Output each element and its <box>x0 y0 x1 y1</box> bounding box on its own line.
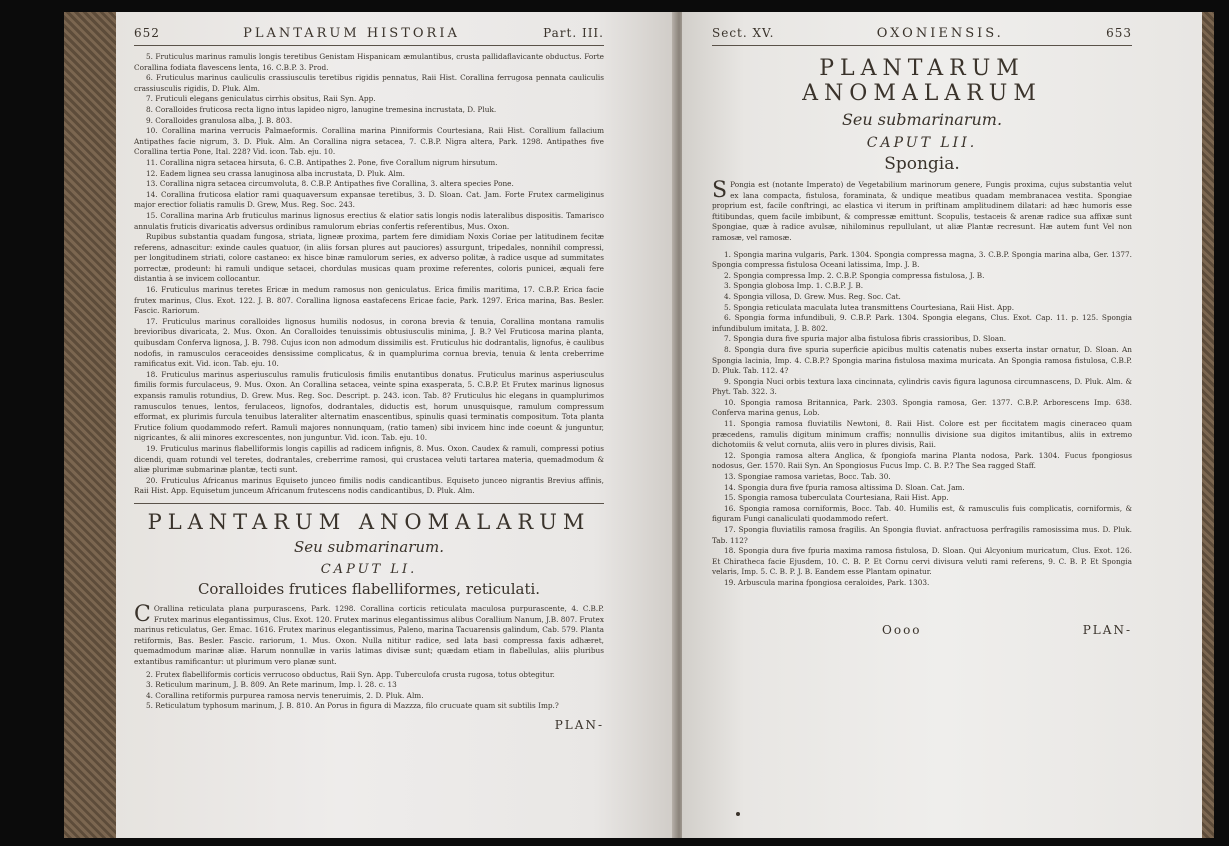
entry: 20. Fruticulus Africanus marinus Equiseto junceo fimilis nodis candicantibus. Equiseto junceo nigrantis Brevius affinis, Raii Hist. App. Equisetum junceum Africanum frutescens nodis candicantibus, D. Pluk. Alm. <box>134 475 604 496</box>
entry: 5. Reticulatum typhosum marinum, J. B. 810. An Porus in figura di Mazzza, filo crucuate quam sit subtilis Imp.? <box>146 701 559 711</box>
right-page-number: 653 <box>1106 26 1132 40</box>
entry: 16. Spongia ramosa corniformis, Bocc. Tab. 40. Humilis est, & ramusculis fuis complicatis, corniformis, & figuram Fungi canaliculati quodammodo refert. <box>712 503 1132 524</box>
entry: 6. Fruticulus marinus cauliculis crassiusculis teretibus rigidis pennatus, Raii Hist. Corallina ferrugosa pennata cauliculis crassiusculis rigidis, D. Pluk. Alm. <box>134 73 604 93</box>
entry: 13. Corallina nigra setacea circumvoluta, 8. C.B.P. Antipathes five Corallina, 3. altera species Pone. <box>146 179 514 189</box>
entry: 14. Corallina fruticosa elatior rami quaquaversum expansae teretibus, 3. D. Sloan. Cat. Jam. Forte Frutex carmeliginus major erectior foliatis ramulis D. Grew, Mus. Reg. Soc. 243. <box>134 189 604 210</box>
left-section-heading: PLANTARUM ANOMALARUM <box>147 509 591 534</box>
left-bottom-entries <box>134 670 604 712</box>
right-header-rule <box>712 45 1132 46</box>
entry: 16. Fruticulus marinus teretes Ericæ in medum ramosus non geniculatus. Erica fimilis maritima, 17. C.B.P. Erica facie frutex marinus, Clus. Exot. 122. J. B. 807. Corallina lignosa eastafecens Ericae facie, Park. 1297. Erica marina, Bas. Besler. Fascic. Rariorum. <box>134 285 604 316</box>
page-speck <box>736 812 740 816</box>
right-running-head <box>712 26 1132 41</box>
left-page-part: Part. III. <box>543 26 604 40</box>
open-book <box>64 12 1214 838</box>
dropcap: S <box>712 178 728 203</box>
entry: 2. Frutex flabelliformis corticis verrucoso obductus, Raii Syn. App. Tuberculofa crusta rugosa, totus obtegitur. <box>146 669 555 679</box>
entry: Rupibus substantia quadam fungosa, striata, ligneæ proxima, partem fere dimidiam Noxis Coriae per latitudinem fecitæ referens, adnascitur: exinde caules quatuor, (in aliis forsan plures aut pauciores) assurgunt, tripedales, nonnihil compressi, per longitudinem striati, colore castaneo: ex hisce binæ ramulorum series, ex adverso politæ, à radice usque ad summitates porrectæ, prodeunt: hi ramuli undique setacei, chordulas musicas quam proxime referentes, coloris punicei, æquali fere distantia à se invicem collocantur. <box>134 232 604 284</box>
right-chapter-title: Spongia. <box>884 154 960 174</box>
signature-mark: Oooo <box>882 622 922 637</box>
entry: 15. Spongia ramosa tuberculata Courtesiana, Raii Hist. App. <box>724 493 949 503</box>
left-section-subheading: Seu submarinarum. <box>293 537 445 556</box>
entry: 18. Spongia dura five fpuria maxima ramosa fistulosa, D. Sloan. Qui Alcyonium muricatum, Clus. Exot. 126. Et Chiratheca facie Ejusdem, 10. C. B. P. Et Cornu cervi divisura veluti rami referens, 9. C. B. P. Et Spongia velaris, Imp. 5. C. B. P. J. B. Eandem esse Plantam opinatur. <box>712 546 1132 577</box>
left-page <box>116 12 678 838</box>
left-running-head <box>134 26 604 41</box>
entry: 1. Spongia marina vulgaris, Park. 1304. Spongia compressa magna, 3. C.B.P. Spongia marina alba, Ger. 1377. Spongia compressa fistulosa Oceani latissima, Imp. J. B. <box>712 249 1132 270</box>
left-header-rule <box>134 45 604 46</box>
dropcap: C <box>134 601 151 627</box>
entry: 7. Spongia dura five spuria major alba fistulosa fibris crassioribus, D. Sloan. <box>724 334 1007 344</box>
entry: 11. Spongia ramosa fluviatilis Newtoni, 8. Raii Hist. Colore est per ficcitatem magis cineraceo quam præcedens, ramulis digitum minimum craffis; nonnullis divisione sua digitos imitantibus, aliis in extremo dichotomiis & velut cornuta, aliis vero in plures divisis, Raii. <box>712 419 1132 450</box>
entry: 17. Fruticulus marinus coralloides lignosus humilis nodosus, in corona brevia & tenuia, Corallina montana ramulis brevioribus divaricata, 2. Mus. Oxon. An Coralloides tenuissimis obtusiusculis minima, J. B.? Vel Fruticosa marina planta, quibusdam Conferva lignosa, J. B. 798. Cujus icon non admodum dissimilis est. Fruticulus hic dodrantalis, lignofus, è caulibus nodofis, in ramusculos ceraceoides densissime complicatus, & in quamplurima cornua brevia, tenuia & lenta creberrime ramificatus exit. Vid. icon. Tab. eju. 10. <box>134 316 604 369</box>
right-section-heading: PLANTARUM ANOMALARUM <box>802 56 1042 106</box>
entry: 14. Spongia dura five fpuria ramosa altissima D. Sloan. Cat. Jam. <box>724 482 965 492</box>
right-page-section: Sect. XV. <box>712 26 775 40</box>
entry: 13. Spongiae ramosa varietas, Bocc. Tab. 30. <box>724 472 891 482</box>
entry: 17. Spongia fluviatilis ramosa fragilis. An Spongia fluviat. anfractuosa perfragilis ramosissima mus. D. Pluk. Tab. 112? <box>712 525 1132 545</box>
right-catchword: PLAN- <box>1082 622 1132 637</box>
right-section-subheading: Seu submarinarum. <box>841 110 1003 129</box>
left-page-content <box>134 26 604 732</box>
entry: 10. Spongia ramosa Britannica, Park. 2303. Spongia ramosa, Ger. 1377. C.B.P. Arborescens Imp. 638. Conferva marina genus, Lob. <box>712 397 1132 418</box>
paragraph-text: Orallina reticulata plana purpurascens, Park. 1298. Corallina corticis reticulata maculosa purpurascente, 4. C.B.P. Frutex marinus elegantissimus, Clus. Exot. 120. Frutex marinus elegantissimus alibus Corallium Nanum, J.B. 807. Frutex marinus reticulatus, Ger. Emac. 1616. Frutex marinus elegantissimus, Paleno, marina Tacuarensis galindum, Cab. 579. Planta retiformis, Bas. Besler. Fascic. rariorum, 1. Mus. Oxon. Nulla nititur radice, sed lata basi compressa faxis adhæret, quemadmodum marinæ aliæ. Harum nonnullæ in variis latimas divisæ sunt; quædam etiam in flabellulas, aliis pluribus extantibus ramificantur: ut plurimum vero planæ sunt. <box>134 603 604 666</box>
entry: 3. Spongia globosa Imp. 1. C.B.P. J. B. <box>724 281 864 291</box>
left-chapter-title: Coralloides frutices flabelliformes, reticulati. <box>197 579 541 598</box>
right-cover-edge <box>1202 12 1214 838</box>
left-section-rule <box>134 503 604 504</box>
entry: 6. Spongia forma infundibuli, 9. C.B.P. Park. 1304. Spongia elegans, Clus. Exot. Cap. 11. p. 125. Spongia infundibulum imitata, J. B. 802. <box>712 313 1132 333</box>
entry: 12. Eadem lignea seu crassa lanuginosa alba incrustata, D. Pluk. Alm. <box>146 168 405 178</box>
right-catchword-row <box>712 623 1132 637</box>
right-page-content <box>712 26 1132 637</box>
entry: 10. Corallina marina verrucis Palmaeformis. Corallina marina Pinniformis Courtesiana, Raii Hist. Corallium fallacium Antipathes facie nigrum, 3. D. Pluk. Alm. An Corallina nigra setacea, 7. C.B.P. Nigra altera, Park. 1298. Antipathes five Corallina tertia Pone, Ital. 228? Vid. icon. Tab. eju. 10. <box>134 126 604 157</box>
entry: 5. Fruticulus marinus ramulis longis teretibus Genistam Hispanicam æmulantibus, crusta pallidaflavicante obductus. Forte Corallina fodiata flavescens lenta, 16. C.B.P. 3. Prod. <box>134 52 604 72</box>
entry: 11. Corallina nigra setacea hirsuta, 6. C.B. Antipathes 2. Pone, five Corallum nigrum hirsutum. <box>146 157 498 167</box>
left-cover-edge <box>64 12 116 838</box>
entry: 4. Corallina retiformis purpurea ramosa nervis teneruimis, 2. D. Pluk. Alm. <box>146 690 424 700</box>
right-caput: CAPUT LII. <box>866 135 978 151</box>
left-catchword-row <box>134 718 604 732</box>
entry: 19. Fruticulus marinus flabelliformis longis capillis ad radicem infignis, 8. Mus. Oxon. Caudex & ramuli, compressi potius dicendi, quam rotundi vel teretes, dodrantales, creberrime ramosi, qui crustacea veluti tartarea materia, quemadmodum & aliæ plurimæ submarinæ plantæ, tecti sunt. <box>134 443 604 475</box>
entry: 8. Spongia dura five spuria superficie apicibus multis catenatis nubes exserta instar ornatur, D. Sloan. An Spongia lacinia, Imp. 4. C.B.P.? Spongia marina fistulosa maxima muricata. An Spongia ramosa fistulosa, C.B.P. D. Pluk. Tab. 112. 4? <box>712 344 1132 376</box>
left-first-paragraph <box>134 601 604 668</box>
entry: 15. Corallina marina Arb fruticulus marinus lignosus erectius & elatior satis longis nodis lateralibus dispositis. Tamarisco annulatis fruticis divaricatis adversus ordinibus ramulorum ebrias confertis referentibus, Mus. Oxon. <box>134 210 604 231</box>
right-page-title: OXONIENSIS. <box>876 26 1004 41</box>
entry: 7. Fruticuli elegans geniculatus cirrhis obsitus, Raii Syn. App. <box>146 94 376 104</box>
entry: 18. Fruticulus marinus asperiusculus ramulis fruticulosis fimilis enutantibus donatus. Fruticulus marinus asperiusculus fimilis formis furculaceus, 9. Mus. Oxon. An Corallina setacea, veinte spina exasperata, 5. C.B.P. Et Frutex marinus lignosus expansis ramulis rotundius, D. Grew. Mus. Reg. Soc. Descript. p. 243. icon. Tab. 8? Fruticulus hic elegans in quamplurimos ramusculos tenues, lentos, ferulaceos, lignofos, dodrantales, diductis est, horum unusquisque, ramulum compressum efformat, ex plurimis furcula tenuibus lateraliter alternatim enascentibus, spinulis quasi terminatis compositum. Tota planta Frutice folium quodammodo refert. Ramuli majores nonnunquam, (ratio tamen) sibi invicem hinc inde coeunt & junguntur, nigricantes, & alii minores excrescentes, non junguntur. Vid. icon. Tab. eju. 10. <box>134 369 604 443</box>
entry: 3. Reticulum marinum, J. B. 809. An Rete marinum, Imp. l. 28. c. 13 <box>146 680 397 690</box>
left-page-number: 652 <box>134 26 160 40</box>
entry: 9. Spongia Nuci orbis textura laxa cincinnata, cylindris cavis figura lagunosa circumnascens, D. Pluk. Alm. & Phyt. Tab. 322. 3. <box>712 376 1132 397</box>
right-first-paragraph <box>712 180 1132 244</box>
right-entries <box>712 250 1132 589</box>
entry: 4. Spongia villosa, D. Grew. Mus. Reg. Soc. Cat. <box>724 291 901 301</box>
left-top-entries <box>134 52 604 497</box>
left-catchword: PLAN- <box>554 717 604 732</box>
right-page <box>682 12 1202 838</box>
left-caput: CAPUT LI. <box>320 561 418 577</box>
entry: 8. Coralloides fruticosa recta ligno intus lapideo nigro, lanugine tremesina incrustata, D. Pluk. <box>146 104 497 114</box>
entry: 5. Spongia reticulata maculata lutea transmittens Courtesiana, Raii Hist. App. <box>724 302 1015 312</box>
entry: 2. Spongia compressa Imp. 2. C.B.P. Spongia compressa fistulosa, J. B. <box>724 270 985 280</box>
entry: 12. Spongia ramosa altera Anglica, & fpongiofa marina Planta nodosa, Park. 1304. Fucus fpongiosus nodosus, Ger. 1570. Raii Syn. An Spongiosus Fucus Imp. C. B. P.? The Sea ragged Staff. <box>712 450 1132 471</box>
left-page-title: PLANTARUM HISTORIA <box>243 26 460 41</box>
paragraph-text: Pongia est (notante Imperato) de Vegetabilium marinorum genere, Fungis proxima, cujus substantia velut ex lana compacta, fistulosa, foraminata, & undique meatibus quadam membranacea vestita. Spongiae proprium est, facile conftringi, ac elastica vi iterum in priftinam amplitudinem dilatari: ad hæc humoris esse ftitibundas, quem facile imbibunt, & compressæ emittunt. Scopulis, testaceis & arenæ radice sua affixæ sunt Spongiae, quæ à radice avulsæ, nihilominus repullulant, ut aliæ Plantæ recresunt. Hæ autem funt Vel non ramosæ, vel ramosæ. <box>712 180 1132 242</box>
entry: 19. Arbuscula marina fpongiosa ceraloides, Park. 1303. <box>724 577 930 587</box>
entry: 9. Coralloides granulosa alba, J. B. 803. <box>146 115 293 125</box>
